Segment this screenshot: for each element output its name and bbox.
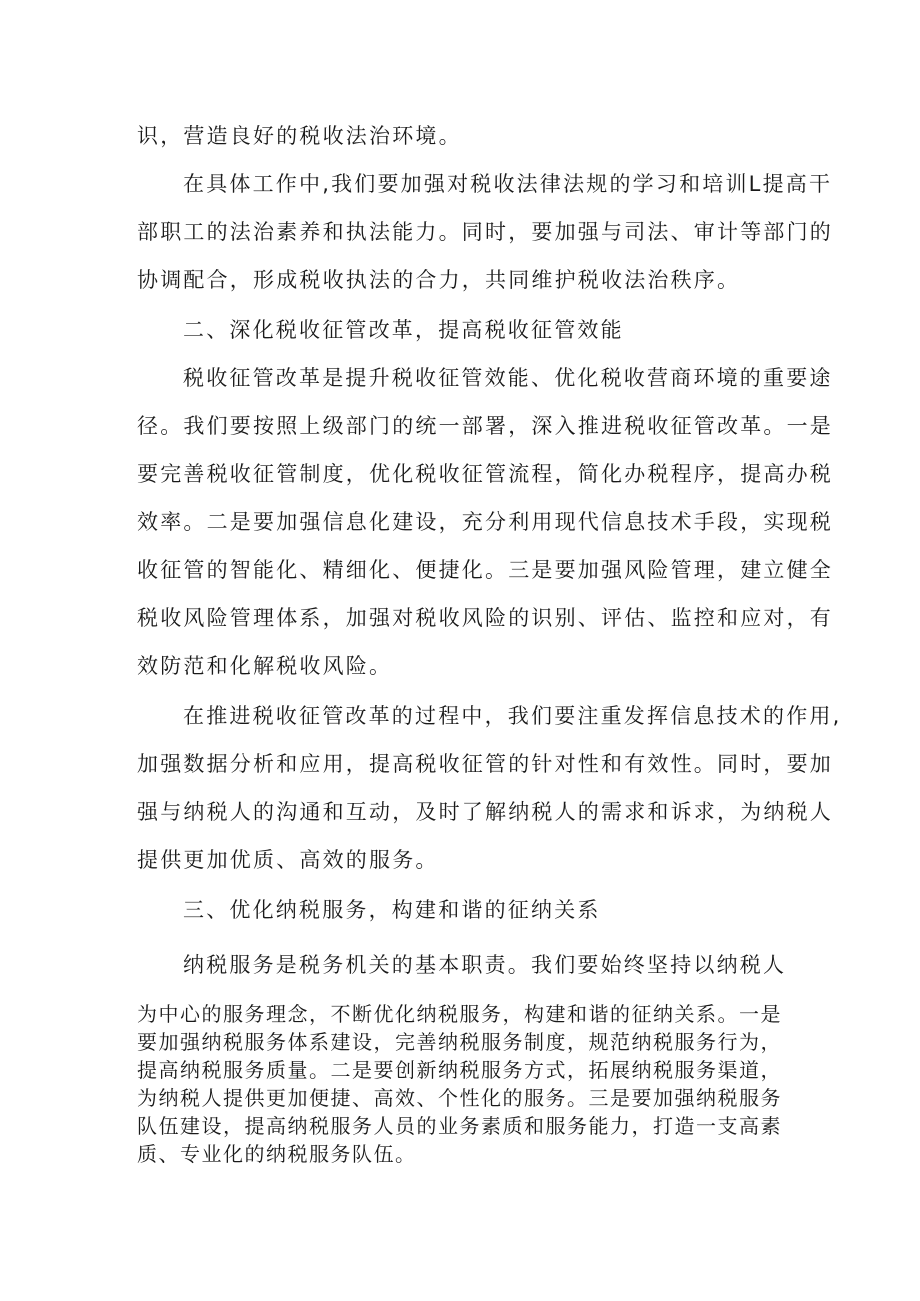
text-line: 径。我们要按照上级部门的统一部署，深入推进税收征管改革。一是 bbox=[137, 414, 833, 438]
paragraph-first-line: 纳税服务是税务机关的基本职责。我们要始终坚持以纳税人 bbox=[183, 953, 787, 977]
paragraph-first-line: 税收征管改革是提升税收征管效能、优化税收营商环境的重要途 bbox=[183, 366, 833, 390]
text-line: 为纳税人提供更加便捷、高效、个性化的服务。三是要加强纳税服务 bbox=[137, 1086, 782, 1110]
text-line: 提高纳税服务质量。二是要创新纳税服务方式，拓展纳税服务渠道， bbox=[137, 1058, 782, 1082]
text-line: 协调配合，形成税收执法的合力，共同维护税收法治秩序。 bbox=[137, 268, 741, 292]
section-heading: 三、优化纳税服务，构建和谐的征纳关系 bbox=[183, 898, 601, 922]
text-line: 税收风险管理体系，加强对税收风险的识别、评估、监控和应对，有 bbox=[137, 606, 833, 630]
section-heading: 二、深化税收征管改革，提高税收征管效能 bbox=[183, 318, 624, 342]
text-line: 队伍建设，提高纳税服务人员的业务素质和服务能力，打造一支高素 bbox=[137, 1114, 782, 1138]
text-line: 提供更加优质、高效的服务。 bbox=[137, 848, 439, 872]
text-line: 质、专业化的纳税服务队伍。 bbox=[137, 1142, 417, 1166]
text-line: 效防范和化解税收风险。 bbox=[137, 654, 393, 678]
text-line: 强与纳税人的沟通和互动，及时了解纳税人的需求和诉求，为纳税人 bbox=[137, 800, 833, 824]
text-line: 要完善税收征管制度，优化税收征管流程，简化办税程序，提高办税 bbox=[137, 462, 833, 486]
text-line: 识，营造良好的税收法治环境。 bbox=[137, 124, 462, 148]
text-line: 要加强纳税服务体系建设，完善纳税服务制度，规范纳税服务行为， bbox=[137, 1030, 782, 1054]
text-line: 收征管的智能化、精细化、便捷化。三是要加强风险管理，建立健全 bbox=[137, 558, 833, 582]
text-line: 效率。二是要加强信息化建设，充分利用现代信息技术手段，实现税 bbox=[137, 510, 833, 534]
paragraph-first-line: 在推进税收征管改革的过程中，我们要注重发挥信息技术的作用, bbox=[183, 704, 842, 728]
text-line: 部职工的法治素养和执法能力。同时，要加强与司法、审计等部门的 bbox=[137, 220, 833, 244]
text-line: 为中心的服务理念，不断优化纳税服务，构建和谐的征纳关系。一是 bbox=[137, 1002, 782, 1026]
paragraph-first-line: 在具体工作中,我们要加强对税收法律法规的学习和培训L提高干 bbox=[183, 172, 833, 196]
text-line: 加强数据分析和应用，提高税收征管的针对性和有效性。同时，要加 bbox=[137, 752, 833, 776]
